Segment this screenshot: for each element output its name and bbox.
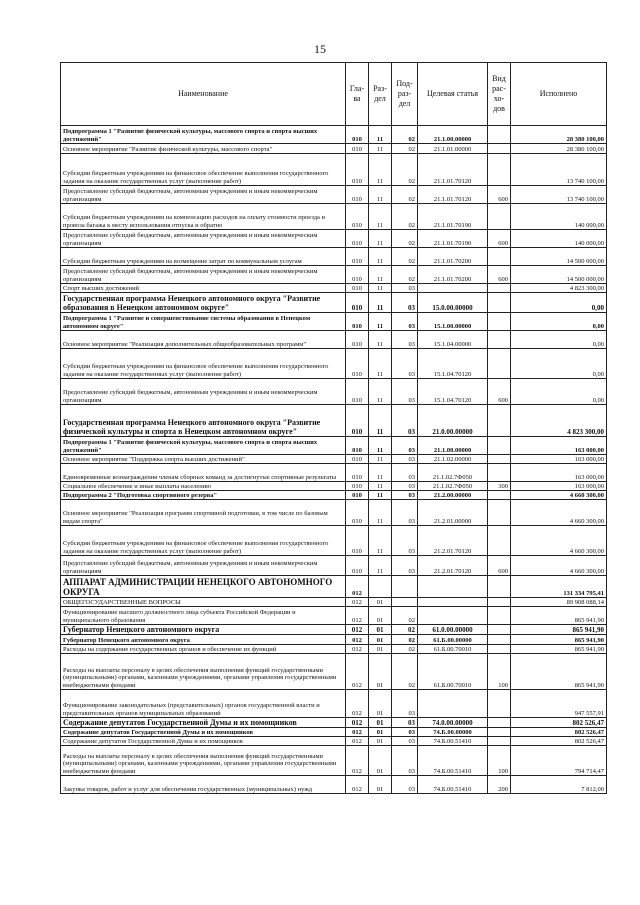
row-chapter: 010 (346, 266, 369, 284)
row-section: 01 (369, 728, 392, 737)
row-expense-type: 600 (488, 266, 511, 284)
row-name: Подпрограмма 2 "Подготовка спортивного резерва" (61, 491, 346, 500)
row-amount: 4 660 300,00 (511, 491, 607, 500)
row-expense-type (488, 248, 511, 266)
row-expense-type: 600 (488, 379, 511, 405)
row-expense-type: 600 (488, 230, 511, 248)
row-amount: 802 526,47 (511, 718, 607, 728)
row-subsection: 03 (392, 776, 418, 794)
row-amount: 865 941,90 (511, 635, 607, 645)
row-expense-type (488, 598, 511, 607)
row-chapter: 010 (346, 154, 369, 186)
row-target: 21.1.01.70190 (418, 204, 488, 230)
row-target: 61.Б.00.00000 (418, 635, 488, 645)
table-row (61, 266, 607, 284)
row-name: Губернатор Ненецкого автономного округа (61, 625, 346, 635)
row-section: 01 (369, 607, 392, 625)
row-name: ОБЩЕГОСУДАРСТВЕННЫЕ ВОПРОСЫ (61, 598, 346, 607)
row-name: Функционирование законодательных (представительных) органов государственной власти и представительных органов муниципальных образований (61, 690, 346, 718)
row-name: Основное мероприятие "Реализация программ спортивной подготовки, в том числе по базовым видам спорта" (61, 500, 346, 526)
row-name: Предоставление субсидий бюджетным, автономным учреждениям и иным некоммерческим организациям (61, 186, 346, 204)
row-target: 74.Б.00.51410 (418, 737, 488, 746)
row-subsection: 02 (392, 635, 418, 645)
row-expense-type (488, 737, 511, 746)
row-subsection: 02 (392, 144, 418, 154)
row-target: 74.0.00.00000 (418, 718, 488, 728)
row-chapter: 010 (346, 204, 369, 230)
row-name: Спорт высших достижений (61, 284, 346, 293)
row-subsection: 03 (392, 491, 418, 500)
row-section: 01 (369, 625, 392, 635)
budget-execution-table (60, 62, 607, 794)
row-expense-type (488, 349, 511, 379)
row-chapter: 010 (346, 126, 369, 144)
row-subsection: 03 (392, 718, 418, 728)
row-name: Расходы на выплаты персоналу в целях обеспечения выполнения функций государственными (муниципальными) органами, казенными учреждениями, органами управления государственными внебюджетными фондами (61, 654, 346, 690)
table-row (61, 500, 607, 526)
table-row (61, 455, 607, 464)
row-subsection: 03 (392, 526, 418, 556)
row-chapter: 010 (346, 230, 369, 248)
row-subsection (392, 576, 418, 598)
row-subsection: 02 (392, 154, 418, 186)
row-section: 11 (369, 500, 392, 526)
row-expense-type (488, 526, 511, 556)
row-expense-type (488, 293, 511, 313)
row-expense-type (488, 607, 511, 625)
row-subsection: 02 (392, 204, 418, 230)
row-expense-type (488, 718, 511, 728)
row-subsection: 03 (392, 690, 418, 718)
row-amount: 4 660 300,00 (511, 526, 607, 556)
row-expense-type (488, 464, 511, 482)
row-amount: 794 714,47 (511, 746, 607, 776)
row-amount: 947 557,91 (511, 690, 607, 718)
row-section: 11 (369, 437, 392, 455)
row-target (418, 284, 488, 293)
row-target: 21.1.01.70120 (418, 154, 488, 186)
table-row (61, 645, 607, 654)
header-target: Целевая статья (418, 63, 488, 126)
row-target: 21.0.00.00000 (418, 405, 488, 437)
row-expense-type: 300 (488, 482, 511, 491)
row-chapter: 010 (346, 491, 369, 500)
header-name: Наименование (61, 63, 346, 126)
row-chapter: 012 (346, 718, 369, 728)
row-section: 11 (369, 154, 392, 186)
row-amount: 28 380 100,00 (511, 126, 607, 144)
row-subsection: 02 (392, 230, 418, 248)
row-chapter: 010 (346, 293, 369, 313)
row-target: 21.1.01.70200 (418, 266, 488, 284)
row-section (369, 576, 392, 598)
row-subsection: 03 (392, 556, 418, 576)
row-expense-type: 100 (488, 654, 511, 690)
row-amount: 802 526,47 (511, 737, 607, 746)
row-name: Расходы на выплаты персоналу в целях обеспечения выполнения функций государственными (муниципальными) органами, казенными учреждениями, органами управления государственными внебюджетными фондами (61, 746, 346, 776)
row-target: 15.1.04.70120 (418, 349, 488, 379)
row-target: 21.2.01.70120 (418, 526, 488, 556)
row-target: 21.1.00.00000 (418, 437, 488, 455)
row-section: 11 (369, 482, 392, 491)
row-subsection: 03 (392, 405, 418, 437)
row-amount: 89 908 088,14 (511, 598, 607, 607)
row-target: 74.Б.00.00000 (418, 728, 488, 737)
row-name: Предоставление субсидий бюджетным, автономным учреждениям и иным некоммерческим организациям (61, 379, 346, 405)
table-row (61, 204, 607, 230)
row-name: Субсидии бюджетным учреждениям на финансовое обеспечение выполнения государственного задания на оказание государственных услуг (выполнение работ) (61, 154, 346, 186)
row-amount: 140 000,00 (511, 230, 607, 248)
row-subsection: 03 (392, 313, 418, 331)
row-subsection: 03 (392, 349, 418, 379)
row-target: 21.2.00.00000 (418, 491, 488, 500)
table-row (61, 635, 607, 645)
row-expense-type (488, 491, 511, 500)
table-row (61, 482, 607, 491)
row-expense-type (488, 126, 511, 144)
row-section: 11 (369, 186, 392, 204)
row-name: Единовременные вознаграждения членам сборных команд за достигнутые спортивные результаты (61, 464, 346, 482)
table-row (61, 776, 607, 794)
table-row (61, 607, 607, 625)
header-expense-type: Вид рас-хо-дов (488, 63, 511, 126)
row-chapter: 010 (346, 526, 369, 556)
row-subsection: 03 (392, 728, 418, 737)
row-target: 74.Б.00.51410 (418, 746, 488, 776)
row-amount: 13 740 100,00 (511, 186, 607, 204)
row-target (418, 690, 488, 718)
row-chapter: 010 (346, 331, 369, 349)
table-row (61, 379, 607, 405)
row-amount: 0,00 (511, 349, 607, 379)
row-section: 11 (369, 284, 392, 293)
row-expense-type (488, 635, 511, 645)
row-chapter: 012 (346, 776, 369, 794)
row-subsection: 03 (392, 331, 418, 349)
row-name: Расходы на содержание государственных органов и обеспечение их функций (61, 645, 346, 654)
table-row (61, 144, 607, 154)
row-section: 11 (369, 556, 392, 576)
row-name: Субсидии бюджетным учреждениям на финансовое обеспечение выполнения государственного задания на оказание государственных услуг (выполнение работ) (61, 349, 346, 379)
table-row (61, 230, 607, 248)
row-amount: 865 941,90 (511, 654, 607, 690)
row-target: 21.1.01.70120 (418, 186, 488, 204)
header-subsection: Под-раз-дел (392, 63, 418, 126)
table-row (61, 690, 607, 718)
row-name: Субсидии бюджетным учреждениям на финансовое обеспечение выполнения государственного задания на оказание государственных услуг (выполнение работ) (61, 526, 346, 556)
row-name: Функционирование высшего должностного лица субъекта Российской Федерации и муниципального образования (61, 607, 346, 625)
row-chapter: 012 (346, 654, 369, 690)
row-expense-type (488, 204, 511, 230)
table-row (61, 625, 607, 635)
table-row (61, 654, 607, 690)
row-chapter: 010 (346, 437, 369, 455)
row-target: 21.1.00.00000 (418, 126, 488, 144)
row-name: АППАРАТ АДМИНИСТРАЦИИ НЕНЕЦКОГО АВТОНОМНОГО ОКРУГА (61, 576, 346, 598)
row-name: Содержание депутатов Государственной Думы и их помощников (61, 728, 346, 737)
row-target: 21.2.01.70120 (418, 556, 488, 576)
row-target: 15.1.04.00000 (418, 331, 488, 349)
row-target: 21.1.02.7Ф050 (418, 482, 488, 491)
row-section: 11 (369, 349, 392, 379)
row-subsection: 02 (392, 126, 418, 144)
table-row (61, 526, 607, 556)
row-section: 11 (369, 144, 392, 154)
row-name: Предоставление субсидий бюджетным, автономным учреждениям и иным некоммерческим организациям (61, 230, 346, 248)
row-section: 01 (369, 737, 392, 746)
row-expense-type (488, 455, 511, 464)
row-section: 01 (369, 776, 392, 794)
table-row (61, 405, 607, 437)
row-name: Закупка товаров, работ и услуг для обеспечения государственных (муниципальных) нужд (61, 776, 346, 794)
row-amount: 865 941,90 (511, 607, 607, 625)
row-expense-type (488, 313, 511, 331)
table-row (61, 349, 607, 379)
row-expense-type (488, 690, 511, 718)
row-target: 74.Б.00.51410 (418, 776, 488, 794)
row-expense-type (488, 437, 511, 455)
row-section: 11 (369, 491, 392, 500)
row-name: Предоставление субсидий бюджетным, автономным учреждениям и иным некоммерческим организациям (61, 556, 346, 576)
row-section: 01 (369, 654, 392, 690)
row-subsection: 03 (392, 737, 418, 746)
row-section: 01 (369, 645, 392, 654)
table-row (61, 313, 607, 331)
row-target: 21.1.01.70190 (418, 230, 488, 248)
row-subsection: 03 (392, 482, 418, 491)
row-chapter: 010 (346, 284, 369, 293)
row-chapter: 012 (346, 635, 369, 645)
table-row (61, 437, 607, 455)
row-target: 61.Б.00.70010 (418, 654, 488, 690)
row-expense-type (488, 154, 511, 186)
table-row (61, 737, 607, 746)
row-amount: 13 740 100,00 (511, 154, 607, 186)
row-chapter: 012 (346, 737, 369, 746)
row-chapter: 010 (346, 464, 369, 482)
row-expense-type: 200 (488, 776, 511, 794)
row-name: Подпрограмма 1 "Развитие физической культуры, массового спорта и спорта высших достижений" (61, 126, 346, 144)
row-amount: 4 660 300,00 (511, 500, 607, 526)
table-row (61, 728, 607, 737)
row-subsection: 02 (392, 248, 418, 266)
row-amount: 131 334 795,41 (511, 576, 607, 598)
row-subsection: 02 (392, 625, 418, 635)
table-row (61, 248, 607, 266)
table-row (61, 746, 607, 776)
row-target (418, 576, 488, 598)
row-subsection: 02 (392, 186, 418, 204)
row-expense-type (488, 331, 511, 349)
row-expense-type (488, 576, 511, 598)
row-amount: 4 660 300,00 (511, 556, 607, 576)
table-row (61, 464, 607, 482)
row-chapter: 012 (346, 576, 369, 598)
row-amount: 0,00 (511, 293, 607, 313)
table-row (61, 598, 607, 607)
row-section: 01 (369, 746, 392, 776)
row-name: Содержание депутатов Государственной Думы и их помощников (61, 737, 346, 746)
row-target: 15.1.04.70120 (418, 379, 488, 405)
header-section: Раз-дел (369, 63, 392, 126)
table-row (61, 126, 607, 144)
row-section: 01 (369, 718, 392, 728)
row-name: Губернатор Ненецкого автономного округа (61, 635, 346, 645)
row-expense-type: 100 (488, 746, 511, 776)
row-name: Государственная программа Ненецкого автономного округа "Развитие физической культуры и спорта в Ненецком автономном округе" (61, 405, 346, 437)
row-subsection: 02 (392, 654, 418, 690)
row-name: Основное мероприятие "Реализация дополнительных общеобразовательных программ" (61, 331, 346, 349)
row-expense-type (488, 405, 511, 437)
row-chapter: 012 (346, 607, 369, 625)
row-target: 15.0.00.00000 (418, 293, 488, 313)
row-chapter: 010 (346, 349, 369, 379)
row-chapter: 010 (346, 455, 369, 464)
row-target: 15.1.00.00000 (418, 313, 488, 331)
row-amount: 14 500 000,00 (511, 266, 607, 284)
row-amount: 865 941,90 (511, 625, 607, 635)
row-name: Содержание депутатов Государственной Думы и их помощников (61, 718, 346, 728)
row-chapter: 012 (346, 598, 369, 607)
row-subsection: 03 (392, 437, 418, 455)
row-name: Субсидии бюджетным учреждениям на компенсацию расходов на оплату стоимости проезда и провоза багажа к месту использования отпуска и обратно (61, 204, 346, 230)
row-chapter: 010 (346, 500, 369, 526)
row-subsection: 03 (392, 464, 418, 482)
row-section: 11 (369, 405, 392, 437)
table-row (61, 576, 607, 598)
row-subsection: 02 (392, 645, 418, 654)
row-chapter: 010 (346, 405, 369, 437)
row-name: Государственная программа Ненецкого автономного округа "Развитие образования в Ненецком автономном округе" (61, 293, 346, 313)
row-target (418, 598, 488, 607)
row-chapter: 010 (346, 556, 369, 576)
row-target: 21.1.02.00000 (418, 455, 488, 464)
row-chapter: 010 (346, 144, 369, 154)
row-amount: 4 823 300,00 (511, 405, 607, 437)
row-target: 21.1.01.70200 (418, 248, 488, 266)
row-chapter: 010 (346, 313, 369, 331)
row-name: Подпрограмма 1 "Развитие физической культуры, массового спорта и спорта высших достижений" (61, 437, 346, 455)
row-expense-type (488, 645, 511, 654)
row-name: Основное мероприятие "Поддержка спорта высших достижений" (61, 455, 346, 464)
row-section: 01 (369, 598, 392, 607)
row-section: 11 (369, 464, 392, 482)
page-number: 15 (314, 42, 326, 56)
row-chapter: 010 (346, 379, 369, 405)
row-amount: 0,00 (511, 331, 607, 349)
row-name: Подпрограмма 1 "Развитие и совершенствование системы образования в Ненецком автономном округе" (61, 313, 346, 331)
row-section: 11 (369, 379, 392, 405)
row-section: 11 (369, 526, 392, 556)
row-amount: 163 000,00 (511, 437, 607, 455)
row-section: 01 (369, 690, 392, 718)
row-amount: 4 823 300,00 (511, 284, 607, 293)
row-subsection: 03 (392, 379, 418, 405)
row-section: 11 (369, 266, 392, 284)
row-amount: 163 000,00 (511, 482, 607, 491)
row-subsection: 03 (392, 455, 418, 464)
row-expense-type (488, 500, 511, 526)
row-amount: 0,00 (511, 313, 607, 331)
row-chapter: 012 (346, 728, 369, 737)
header-row (61, 63, 607, 126)
row-section: 11 (369, 230, 392, 248)
row-target: 61.Б.00.70010 (418, 645, 488, 654)
row-section: 11 (369, 248, 392, 266)
row-amount: 28 380 100,00 (511, 144, 607, 154)
row-section: 11 (369, 331, 392, 349)
row-chapter: 010 (346, 482, 369, 491)
table-row (61, 293, 607, 313)
row-amount: 140 000,00 (511, 204, 607, 230)
header-executed: Исполнено (511, 63, 607, 126)
row-section: 11 (369, 204, 392, 230)
row-subsection: 03 (392, 293, 418, 313)
row-name: Основное мероприятие "Развитие физической культуры, массового спорта" (61, 144, 346, 154)
row-name: Предоставление субсидий бюджетным, автономным учреждениям и иным некоммерческим организациям (61, 266, 346, 284)
row-subsection: 03 (392, 500, 418, 526)
table-row (61, 491, 607, 500)
row-chapter: 012 (346, 625, 369, 635)
row-expense-type (488, 728, 511, 737)
row-chapter: 012 (346, 746, 369, 776)
row-expense-type (488, 284, 511, 293)
row-section: 11 (369, 455, 392, 464)
row-amount: 0,00 (511, 379, 607, 405)
row-section: 11 (369, 313, 392, 331)
row-target (418, 607, 488, 625)
table-body (61, 126, 607, 794)
row-chapter: 010 (346, 248, 369, 266)
row-amount: 865 941,90 (511, 645, 607, 654)
row-amount: 163 000,00 (511, 455, 607, 464)
row-chapter: 010 (346, 186, 369, 204)
table-row (61, 556, 607, 576)
row-subsection: 03 (392, 746, 418, 776)
row-section: 11 (369, 126, 392, 144)
header-chapter: Гла-ва (346, 63, 369, 126)
row-chapter: 012 (346, 645, 369, 654)
row-chapter: 012 (346, 690, 369, 718)
row-target: 61.0.00.00000 (418, 625, 488, 635)
row-amount: 802 526,47 (511, 728, 607, 737)
row-amount: 163 000,00 (511, 464, 607, 482)
row-subsection: 02 (392, 266, 418, 284)
row-expense-type: 600 (488, 556, 511, 576)
row-target: 21.1.02.7Ф050 (418, 464, 488, 482)
row-target: 21.1.01.00000 (418, 144, 488, 154)
table-row (61, 186, 607, 204)
row-subsection (392, 598, 418, 607)
table-row (61, 331, 607, 349)
row-target: 21.2.01.00000 (418, 500, 488, 526)
row-subsection: 02 (392, 607, 418, 625)
row-expense-type: 600 (488, 186, 511, 204)
row-subsection: 03 (392, 284, 418, 293)
row-expense-type (488, 144, 511, 154)
row-section: 11 (369, 293, 392, 313)
table-row (61, 718, 607, 728)
table-row (61, 284, 607, 293)
row-section: 01 (369, 635, 392, 645)
row-name: Субсидии бюджетным учреждениям на возмещение затрат по коммунальным услугам (61, 248, 346, 266)
table-row (61, 154, 607, 186)
row-amount: 14 500 000,00 (511, 248, 607, 266)
row-name: Социальное обеспечение и иные выплаты населению (61, 482, 346, 491)
row-amount: 7 812,00 (511, 776, 607, 794)
row-expense-type (488, 625, 511, 635)
